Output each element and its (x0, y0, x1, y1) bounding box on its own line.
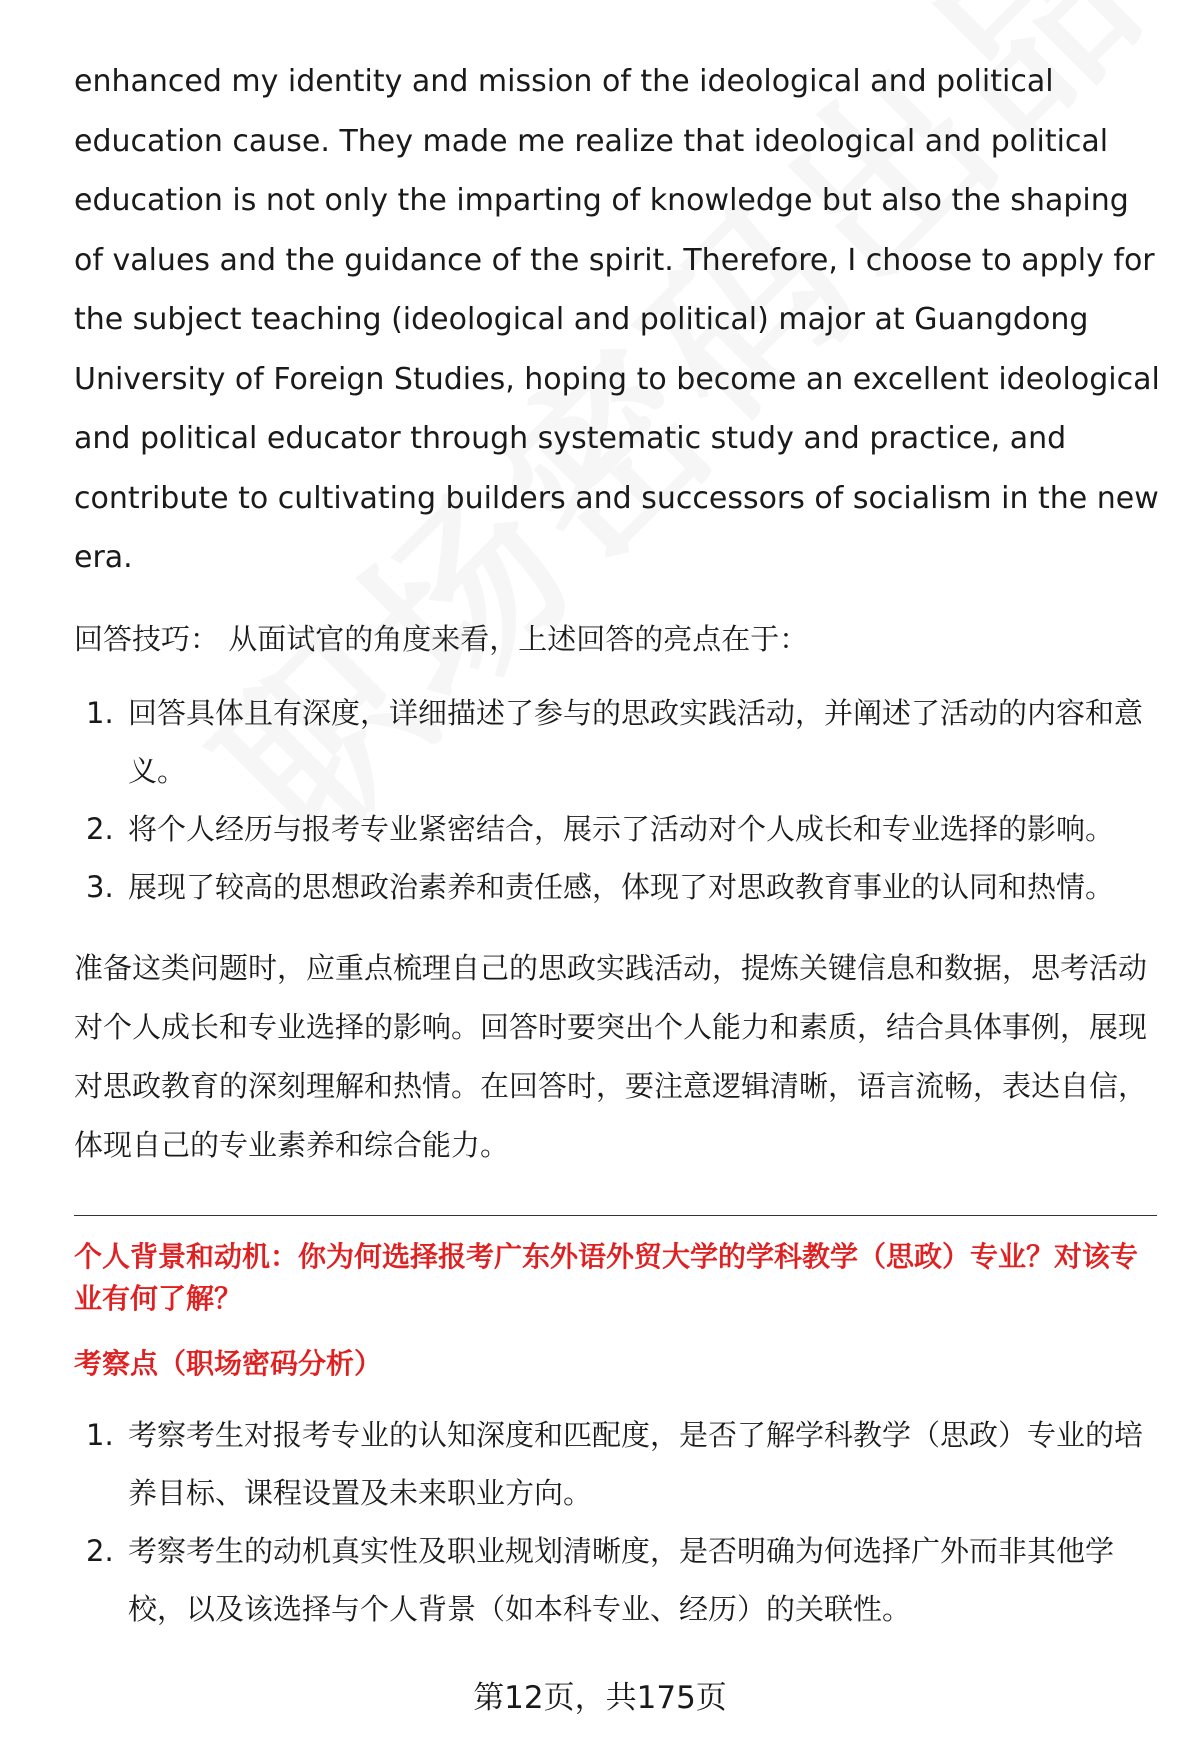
list-item-number: 2. (86, 1533, 114, 1568)
list-item (74, 684, 1160, 800)
question-heading: 个人背景和动机：你为何选择报考广东外语外贸大学的学科教学（思政）专业？对该专业有何了解？ (74, 1239, 1139, 1315)
list-item (74, 1406, 1160, 1522)
preparation-paragraph: 准备这类问题时，应重点梳理自己的思政实践活动，提炼关键信息和数据，思考活动对个人成长和专业选择的影响。回答时要突出个人能力和素质，结合具体事例，展现对思政教育的深刻理解和热情。在回答时，要注意逻辑清晰，语言流畅，表达自信，体现自己的专业素养和综合能力。 (74, 950, 1148, 1162)
assessment-points-list (74, 1406, 1160, 1638)
list-item-text: 将个人经历与报考专业紧密结合，展示了活动对个人成长和专业选择的影响。 (128, 811, 1115, 846)
list-item-number: 2. (86, 811, 114, 846)
answer-tips-intro: 回答技巧： 从面试官的角度来看，上述回答的亮点在于： (74, 621, 809, 656)
list-item-text: 回答具体且有深度，详细描述了参与的思政实践活动，并阐述了活动的内容和意义。 (128, 695, 1144, 788)
list-item-number: 1. (86, 695, 114, 730)
section-divider (74, 1215, 1157, 1216)
page-content (74, 52, 1160, 1638)
list-item-number: 3. (86, 869, 114, 904)
list-item (74, 1522, 1160, 1638)
assessment-points-heading: 考察点（职场密码分析） (74, 1346, 383, 1380)
list-item (74, 800, 1160, 858)
list-item-text: 考察考生对报考专业的认知深度和匹配度，是否了解学科教学（思政）专业的培养目标、课程设置及未来职业方向。 (128, 1417, 1144, 1510)
intro-paragraph: enhanced my identity and mission of the ideological and political education cause. They made me realize that ideological and political education is not only the imparting of knowledge but also the shaping of values and the guidance of the spirit. Therefore, I choose to apply for the subject teaching (ideological and political) major at Guangdong University of Foreign Studies, hoping to become an excellent ideological and political educator through systematic study and practice, and contribute to cultivating builders and successors of socialism in the new era. (74, 64, 1160, 575)
list-item (74, 858, 1160, 916)
list-item-text: 考察考生的动机真实性及职业规划清晰度，是否明确为何选择广外而非其他学校，以及该选择与个人背景（如本科专业、经历）的关联性。 (128, 1533, 1115, 1626)
answer-tips-list (74, 684, 1160, 916)
list-item-text: 展现了较高的思想政治素养和责任感，体现了对思政教育事业的认同和热情。 (128, 869, 1115, 904)
page-number-footer: 第12页，共175页 (473, 1680, 727, 1716)
list-item-number: 1. (86, 1417, 114, 1452)
